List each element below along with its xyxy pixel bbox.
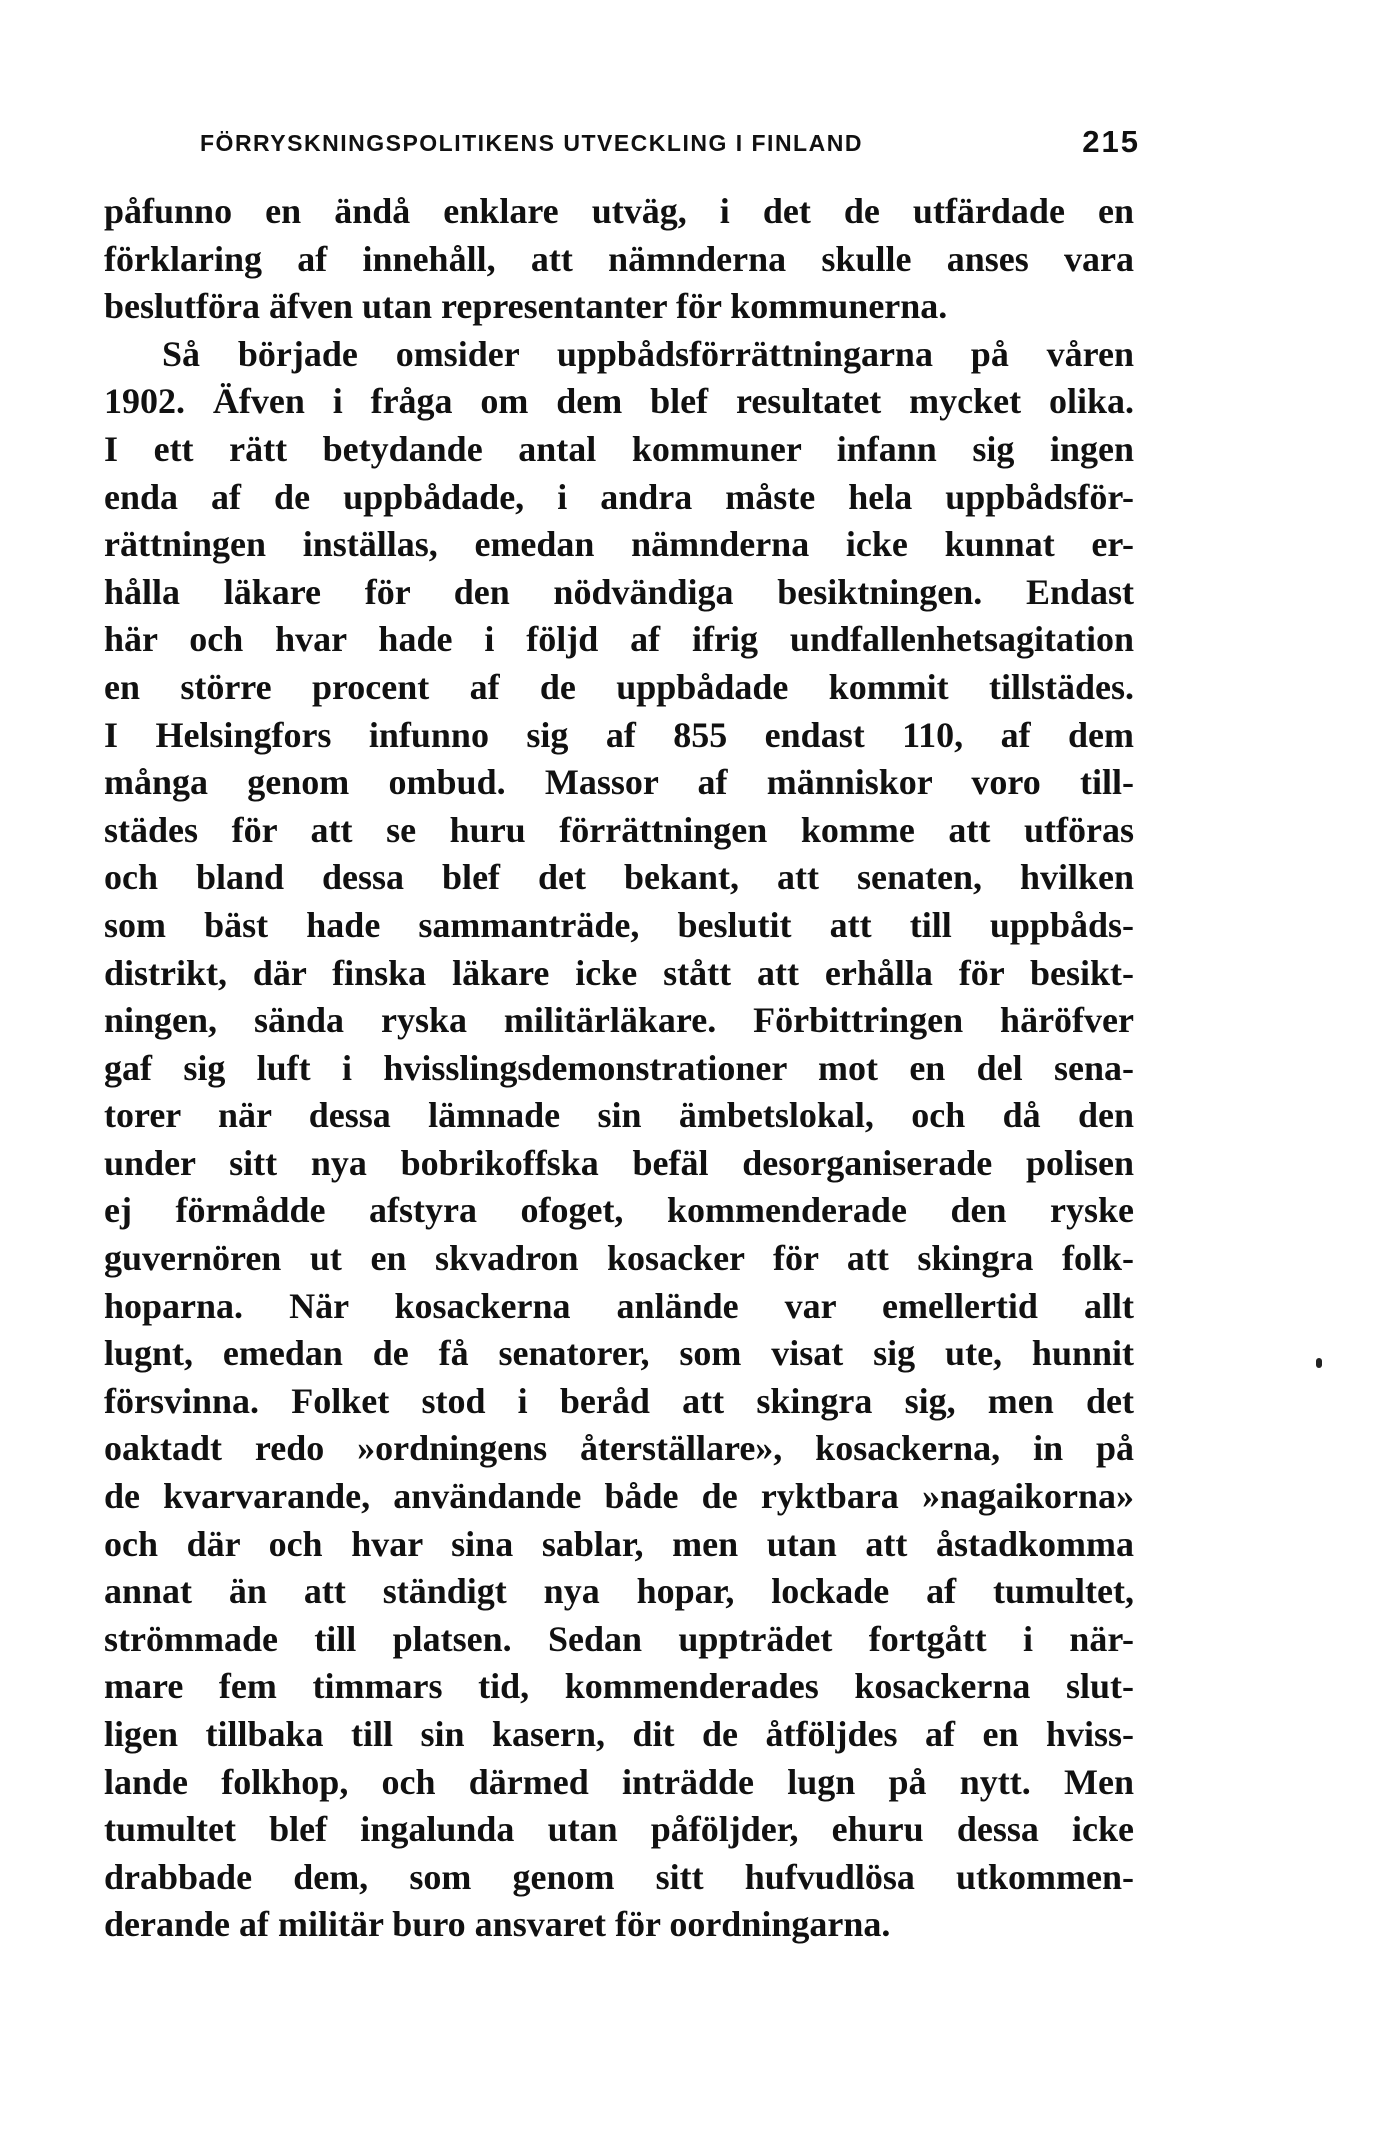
text-line: påfunno en ändå enklare utväg, i det de utfärdade en [104, 191, 1134, 231]
text-line: här och hvar hade i följd af ifrig undfallenhetsagitation [104, 619, 1134, 660]
text-line: ningen, sända ryska militärläkare. Förbittringen häröfver [104, 1000, 1134, 1041]
text-line: strömmade till platsen. Sedan uppträdet fortgått i när- [104, 1618, 1134, 1659]
text-line: ligen tillbaka till sin kasern, dit de åtföljdes af en hviss- [104, 1714, 1134, 1754]
body-text [104, 188, 1134, 1949]
text-line: de kvarvarande, användande både de ryktbara »nagaikorna» [104, 1476, 1134, 1517]
text-line: och där och hvar sina sablar, men utan att åstadkomma [104, 1523, 1134, 1564]
text-line: lugnt, emedan de få senatorer, som visat sig ute, hunnit [104, 1333, 1134, 1374]
text-line: mare fem timmars tid, kommenderades kosackerna slut- [104, 1666, 1134, 1707]
text-line: gaf sig luft i hvisslingsdemonstrationer mot en del sena- [104, 1047, 1134, 1088]
text-line: en större procent af de uppbådade kommit tillstädes. [104, 666, 1134, 707]
text-line: hoparna. När kosackerna anlände var emellertid allt [104, 1285, 1134, 1326]
text-line: distrikt, där finska läkare icke stått att erhålla för besikt- [104, 952, 1134, 993]
text-line: Så började omsider uppbådsförrättningarna på våren [162, 333, 1134, 374]
text-line: torer när dessa lämnade sin ämbetslokal, och då den [104, 1095, 1134, 1136]
text-line: städes för att se huru förrättningen komme att utföras [104, 809, 1134, 850]
text-line: drabbade dem, som genom sitt hufvudlösa utkommen- [104, 1856, 1134, 1897]
text-line: och bland dessa blef det bekant, att senaten, hvilken [104, 857, 1134, 898]
text-line: många genom ombud. Massor af människor voro till- [104, 762, 1134, 803]
text-line: enda af de uppbådade, i andra måste hela uppbådsför- [104, 476, 1134, 517]
running-head [200, 124, 1140, 164]
text-line: 1902. Äfven i fråga om dem blef resultatet mycket olika. [104, 381, 1134, 422]
text-line: I Helsingfors infunno sig af 855 endast 110, af dem [104, 714, 1134, 755]
text-line: hålla läkare för den nödvändiga besiktningen. Endast [104, 571, 1134, 612]
text-line: lande folkhop, och därmed inträdde lugn på nytt. Men [104, 1761, 1134, 1802]
text-line: guvernören ut en skvadron kosacker för att skingra folk- [104, 1238, 1134, 1279]
text-line: oaktadt redo »ordningens återställare», kosackerna, in på [104, 1428, 1134, 1469]
text-line: under sitt nya bobrikoffska befäl desorganiserade polisen [104, 1142, 1134, 1183]
page-number: 215 [1082, 124, 1140, 159]
text-line: annat än att ständigt nya hopar, lockade af tumultet, [104, 1571, 1134, 1612]
text-line: ej förmådde afstyra ofoget, kommenderade den ryske [104, 1190, 1134, 1231]
text-line: derande af militär buro ansvaret för oordningarna. [104, 1904, 891, 1945]
text-line: rättningen inställas, emedan nämnderna icke kunnat er- [104, 524, 1134, 565]
ink-speck [1316, 1358, 1322, 1368]
text-line: som bäst hade sammanträde, beslutit att till uppbåds- [104, 904, 1134, 945]
text-line: beslutföra äfven utan representanter för kommunerna. [104, 286, 948, 327]
text-line: I ett rätt betydande antal kommuner infann sig ingen [104, 428, 1134, 469]
text-line: försvinna. Folket stod i beråd att skingra sig, men det [104, 1380, 1134, 1421]
running-head-title: FÖRRYSKNINGSPOLITIKENS UTVECKLING I FINLAND [200, 130, 863, 156]
text-line: tumultet blef ingalunda utan påföljder, ehuru dessa icke [104, 1809, 1134, 1850]
text-line: förklaring af innehåll, att nämnderna skulle anses vara [104, 238, 1134, 279]
